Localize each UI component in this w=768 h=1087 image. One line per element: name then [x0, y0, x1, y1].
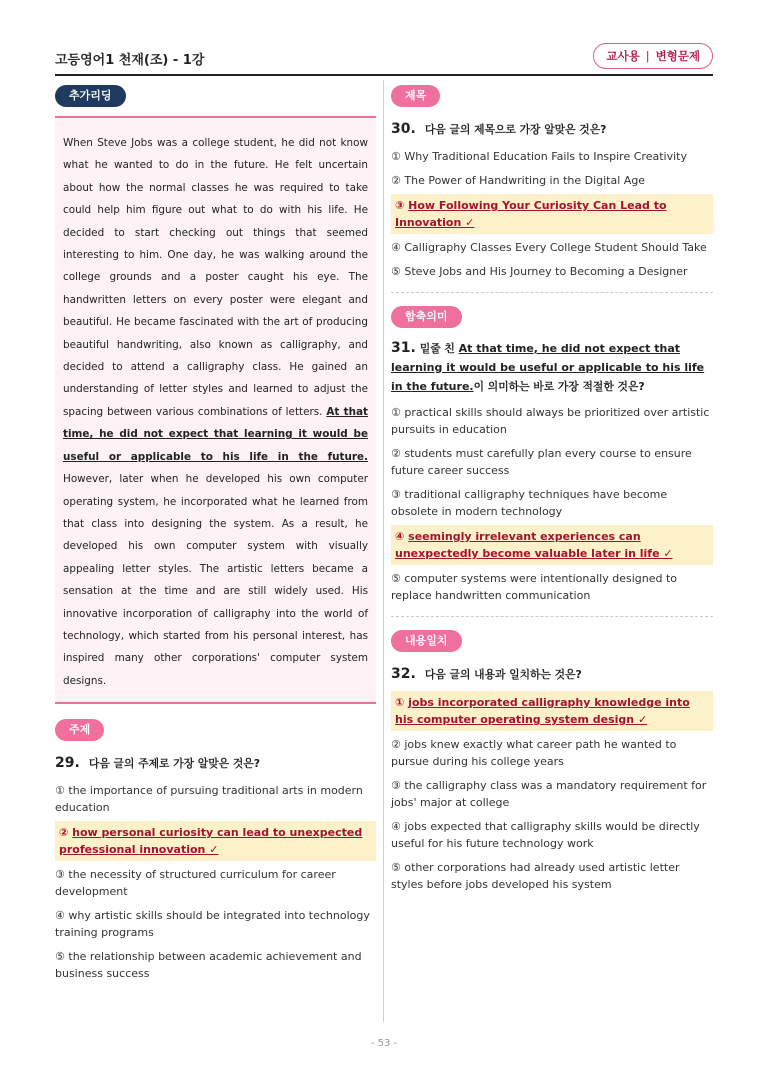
- q31-prefix: 밑줄 친: [419, 342, 459, 355]
- option-mark: ③: [395, 199, 405, 212]
- option-mark: ⑤: [391, 572, 401, 585]
- q30-number: 30.: [391, 121, 416, 137]
- q29-options: [55, 780, 376, 984]
- q31-option-3: [391, 484, 713, 522]
- option-text: other corporations had already used artistic letter styles before jobs developed his system: [391, 861, 680, 891]
- option-mark: ②: [59, 826, 69, 840]
- option-text: How Following Your Curiosity Can Lead to Innovation ✓: [395, 199, 667, 229]
- option-text: the importance of pursuing traditional arts in modern education: [55, 784, 363, 815]
- section-divider: [391, 292, 713, 293]
- q32-option-5: [391, 857, 713, 895]
- option-mark: ⑤: [391, 861, 401, 874]
- q30-question: [391, 118, 713, 140]
- badge-separator: |: [645, 49, 650, 63]
- q32-tag: 내용일치: [391, 630, 462, 652]
- column-divider: [383, 80, 384, 1022]
- q31-option-2: [391, 443, 713, 481]
- section-divider: [391, 616, 713, 617]
- option-mark: ②: [391, 174, 401, 187]
- badge-variant: 변형문제: [655, 49, 700, 63]
- q29-option-5: [55, 946, 376, 984]
- option-mark: ⑤: [391, 265, 401, 278]
- q31-option-1: [391, 402, 713, 440]
- option-mark: ①: [395, 696, 405, 709]
- q29-tag: 주제: [55, 719, 104, 741]
- q29-option-1: [55, 780, 376, 818]
- q30-option-5: [391, 261, 713, 282]
- q29-option-4: [55, 905, 376, 943]
- passage-tag: 추가리딩: [55, 85, 126, 107]
- q29-text: 다음 글의 주제로 가장 알맞은 것은?: [88, 757, 260, 771]
- option-mark: ②: [391, 738, 401, 751]
- option-text: Calligraphy Classes Every College Student Should Take: [404, 241, 707, 254]
- passage-underlined-sentence: At that time, he did not expect that learning it would be useful or applicable to his life in the future.: [63, 405, 368, 463]
- q29-question: [55, 752, 376, 774]
- q30-option-2: [391, 170, 713, 191]
- header-title: 고등영어1 천재(조) - 1강: [55, 53, 205, 68]
- option-text: jobs knew exactly what career path he wanted to pursue during his college years: [391, 738, 677, 768]
- q31-number: 31.: [391, 340, 416, 356]
- q31-suffix: 이 의미하는 바로 가장 적절한 것은?: [473, 380, 645, 393]
- q29-option-2-correct: [55, 821, 376, 861]
- q31-question: [391, 339, 713, 396]
- option-mark: ③: [391, 488, 401, 501]
- q31-section: [391, 305, 713, 606]
- left-column: [55, 84, 376, 987]
- option-text: Why Traditional Education Fails to Inspire Creativity: [404, 150, 687, 163]
- option-mark: ④: [395, 530, 405, 543]
- option-text: how personal curiosity can lead to unexpected professional innovation ✓: [59, 826, 363, 857]
- q29-option-3: [55, 864, 376, 902]
- q31-underlined: At that time, he did not expect that learning it would be useful or applicable to his life in the future.: [391, 342, 705, 393]
- q32-text: 다음 글의 내용과 일치하는 것은?: [424, 668, 582, 681]
- option-mark: ④: [55, 909, 65, 923]
- option-text: the relationship between academic achievement and business success: [55, 950, 362, 981]
- passage-text: [63, 132, 368, 692]
- q32-option-1-correct: [391, 691, 713, 731]
- page-number: - 53 -: [370, 1038, 398, 1049]
- option-text: the necessity of structured curriculum for career development: [55, 868, 336, 899]
- option-text: students must carefully plan every course to ensure future career success: [391, 447, 692, 477]
- option-mark: ②: [391, 447, 401, 460]
- q32-options: [391, 691, 713, 895]
- option-mark: ①: [391, 150, 401, 163]
- q30-tag: 제목: [391, 85, 440, 107]
- option-mark: ①: [391, 406, 401, 419]
- badge-teacher: 교사용: [606, 49, 640, 63]
- q31-options: [391, 402, 713, 606]
- passage-text-after: However, later when he developed his own computer operating system, he incorporated what he learned from that class into designing the system. As a result, he developed his own computer system with visually appealing letter styles. The artistic letters became a sensation at the time and are still widely used. His innovative incorporation of calligraphy into the world of technology, which started from his personal interest, has inspired many other corporations' computer system designs.: [63, 473, 368, 687]
- q30-option-4: [391, 237, 713, 258]
- role-badge: [593, 43, 713, 69]
- q30-option-1: [391, 146, 713, 167]
- passage-text-before: When Steve Jobs was a college student, he did not know what he wanted to do in the future. He felt uncertain about how the normal classes he was required to take could help him figure out what to do with his life. He decided to start checking out things that seemed interesting to him. One day, he was walking around the college grounds and a poster caught his eye. The handwritten letters on every poster were elegant and beautiful. He became fascinated with the art of producing beautiful handwriting, also known as calligraphy, and decided to attend a calligraphy class. He gained an understanding of letter styles and learned to adjust the spacing between various combinations of letters.: [63, 137, 368, 418]
- q32-section: [391, 629, 713, 895]
- option-mark: ④: [391, 241, 401, 254]
- option-text: The Power of Handwriting in the Digital Age: [404, 174, 646, 187]
- option-mark: ④: [391, 820, 401, 833]
- option-text: jobs expected that calligraphy skills would be directly useful for his future technology work: [391, 820, 700, 850]
- q30-option-3-correct: [391, 194, 713, 234]
- q30-section: [391, 84, 713, 282]
- option-text: practical skills should always be prioritized over artistic pursuits in education: [391, 406, 710, 436]
- option-mark: ⑤: [55, 950, 65, 964]
- option-text: Steve Jobs and His Journey to Becoming a Designer: [404, 265, 688, 278]
- right-column: [391, 84, 713, 898]
- option-text: why artistic skills should be integrated into technology training programs: [55, 909, 370, 940]
- page-header: [55, 40, 713, 76]
- q30-text: 다음 글의 제목으로 가장 알맞은 것은?: [424, 123, 607, 136]
- q32-option-2: [391, 734, 713, 772]
- option-text: the calligraphy class was a mandatory requirement for jobs' major at college: [391, 779, 707, 809]
- option-text: traditional calligraphy techniques have become obsolete in modern technology: [391, 488, 668, 518]
- option-mark: ①: [55, 784, 65, 798]
- q32-number: 32.: [391, 666, 416, 682]
- q29-number: 29.: [55, 755, 80, 772]
- q29-section: [55, 718, 376, 984]
- option-mark: ③: [55, 868, 65, 882]
- option-text: computer systems were intentionally designed to replace handwritten communication: [391, 572, 678, 602]
- q32-option-4: [391, 816, 713, 854]
- q32-question: [391, 663, 713, 685]
- q31-option-4-correct: [391, 525, 713, 565]
- option-text: seemingly irrelevant experiences can unexpectedly become valuable later in life ✓: [395, 530, 673, 560]
- option-mark: ③: [391, 779, 401, 792]
- q31-tag: 함축의미: [391, 306, 462, 328]
- q31-option-5: [391, 568, 713, 606]
- q32-option-3: [391, 775, 713, 813]
- passage-box: [55, 116, 376, 704]
- q30-options: [391, 146, 713, 282]
- option-text: jobs incorporated calligraphy knowledge into his computer operating system design ✓: [395, 696, 690, 726]
